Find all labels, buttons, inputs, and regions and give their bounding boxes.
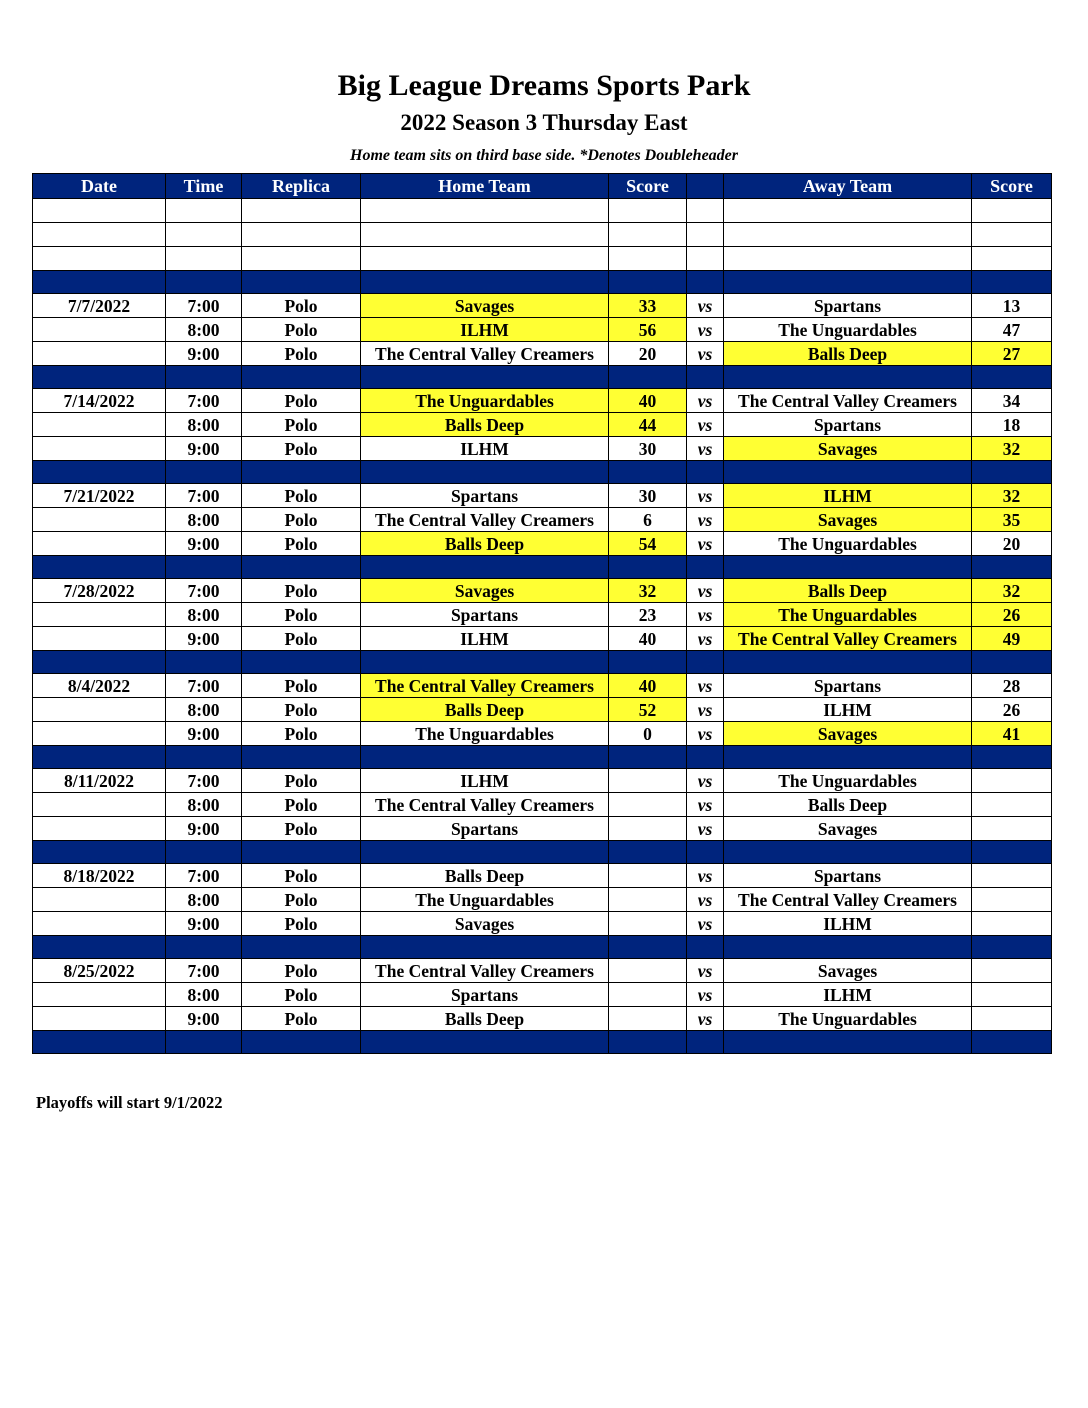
home-team-cell: Savages (361, 912, 609, 936)
game-row (33, 983, 1052, 1007)
vs-cell: vs (687, 627, 724, 651)
vs-cell: vs (687, 698, 724, 722)
away-score-cell: 34 (972, 389, 1052, 413)
replica-cell: Polo (242, 912, 361, 936)
home-score-cell (609, 888, 687, 912)
time-cell: 7:00 (166, 579, 242, 603)
date-cell (33, 817, 166, 841)
away-score-cell: 13 (972, 294, 1052, 318)
empty-row (33, 247, 1052, 271)
date-cell: 8/25/2022 (33, 959, 166, 983)
time-cell: 8:00 (166, 698, 242, 722)
game-row (33, 413, 1052, 437)
game-row (33, 698, 1052, 722)
replica-cell: Polo (242, 294, 361, 318)
away-score-cell (972, 817, 1052, 841)
vs-cell: vs (687, 959, 724, 983)
time-cell: 7:00 (166, 674, 242, 698)
date-cell: 7/21/2022 (33, 484, 166, 508)
home-score-cell: 40 (609, 627, 687, 651)
schedule-body (33, 199, 1052, 1054)
home-score-cell: 30 (609, 437, 687, 461)
time-cell: 9:00 (166, 342, 242, 366)
col-header-away-score: Score (972, 174, 1052, 199)
home-score-cell (609, 959, 687, 983)
away-score-cell (972, 912, 1052, 936)
away-score-cell (972, 983, 1052, 1007)
home-team-cell: Savages (361, 579, 609, 603)
vs-cell: vs (687, 912, 724, 936)
home-team-cell: The Unguardables (361, 722, 609, 746)
replica-cell: Polo (242, 698, 361, 722)
separator-row (33, 746, 1052, 769)
replica-cell: Polo (242, 864, 361, 888)
home-team-cell: ILHM (361, 318, 609, 342)
vs-cell: vs (687, 294, 724, 318)
playoffs-note: Playoffs will start 9/1/2022 (36, 1093, 223, 1112)
replica-cell: Polo (242, 532, 361, 556)
home-team-cell: Spartans (361, 817, 609, 841)
game-row (33, 532, 1052, 556)
home-score-cell: 0 (609, 722, 687, 746)
col-header-vs (687, 174, 724, 199)
date-cell: 7/28/2022 (33, 579, 166, 603)
time-cell: 8:00 (166, 793, 242, 817)
replica-cell: Polo (242, 722, 361, 746)
away-team-cell: ILHM (724, 983, 972, 1007)
vs-cell: vs (687, 342, 724, 366)
vs-cell: vs (687, 817, 724, 841)
date-cell (33, 698, 166, 722)
away-team-cell: Balls Deep (724, 793, 972, 817)
time-cell: 9:00 (166, 817, 242, 841)
home-score-cell (609, 983, 687, 1007)
home-score-cell (609, 912, 687, 936)
game-row (33, 793, 1052, 817)
replica-cell: Polo (242, 389, 361, 413)
away-team-cell: Spartans (724, 674, 972, 698)
away-score-cell (972, 864, 1052, 888)
date-cell (33, 722, 166, 746)
away-team-cell: The Unguardables (724, 769, 972, 793)
away-team-cell: Balls Deep (724, 342, 972, 366)
away-team-cell: The Unguardables (724, 318, 972, 342)
col-header-home-team: Home Team (361, 174, 609, 199)
game-row (33, 888, 1052, 912)
date-cell: 8/4/2022 (33, 674, 166, 698)
time-cell: 9:00 (166, 627, 242, 651)
date-cell (33, 437, 166, 461)
home-team-cell: Balls Deep (361, 413, 609, 437)
home-team-cell: Balls Deep (361, 532, 609, 556)
replica-cell: Polo (242, 959, 361, 983)
col-header-replica: Replica (242, 174, 361, 199)
home-team-note: Home team sits on third base side. *Denotes Doubleheader (350, 147, 738, 164)
date-cell (33, 627, 166, 651)
vs-cell: vs (687, 532, 724, 556)
time-cell: 8:00 (166, 318, 242, 342)
game-row (33, 603, 1052, 627)
vs-cell: vs (687, 674, 724, 698)
vs-cell: vs (687, 603, 724, 627)
empty-row (33, 223, 1052, 247)
away-team-cell: Savages (724, 817, 972, 841)
col-header-home-score: Score (609, 174, 687, 199)
game-row (33, 722, 1052, 746)
home-score-cell (609, 1007, 687, 1031)
game-row (33, 627, 1052, 651)
replica-cell: Polo (242, 1007, 361, 1031)
schedule-table (32, 173, 1052, 1054)
vs-cell: vs (687, 1007, 724, 1031)
home-team-cell: The Central Valley Creamers (361, 959, 609, 983)
game-row (33, 674, 1052, 698)
replica-cell: Polo (242, 484, 361, 508)
away-score-cell: 32 (972, 579, 1052, 603)
away-score-cell: 41 (972, 722, 1052, 746)
time-cell: 7:00 (166, 959, 242, 983)
home-score-cell: 6 (609, 508, 687, 532)
away-score-cell: 20 (972, 532, 1052, 556)
home-team-cell: Balls Deep (361, 698, 609, 722)
home-team-cell: Balls Deep (361, 864, 609, 888)
page-title: Big League Dreams Sports Park (337, 69, 751, 102)
away-team-cell: Savages (724, 437, 972, 461)
game-row (33, 817, 1052, 841)
vs-cell: vs (687, 888, 724, 912)
game-row (33, 579, 1052, 603)
home-team-cell: Spartans (361, 603, 609, 627)
vs-cell: vs (687, 793, 724, 817)
home-score-cell: 23 (609, 603, 687, 627)
vs-cell: vs (687, 864, 724, 888)
away-score-cell: 32 (972, 437, 1052, 461)
home-score-cell: 33 (609, 294, 687, 318)
away-team-cell: The Central Valley Creamers (724, 627, 972, 651)
away-score-cell (972, 959, 1052, 983)
date-cell (33, 603, 166, 627)
away-score-cell: 26 (972, 603, 1052, 627)
away-team-cell: ILHM (724, 484, 972, 508)
empty-row (33, 199, 1052, 223)
home-team-cell: ILHM (361, 437, 609, 461)
away-score-cell: 18 (972, 413, 1052, 437)
replica-cell: Polo (242, 793, 361, 817)
page-subtitle: 2022 Season 3 Thursday East (400, 110, 688, 135)
replica-cell: Polo (242, 342, 361, 366)
home-score-cell (609, 769, 687, 793)
home-score-cell (609, 864, 687, 888)
game-row (33, 437, 1052, 461)
home-team-cell: Savages (361, 294, 609, 318)
replica-cell: Polo (242, 769, 361, 793)
date-cell: 8/18/2022 (33, 864, 166, 888)
date-cell (33, 1007, 166, 1031)
vs-cell: vs (687, 769, 724, 793)
game-row (33, 318, 1052, 342)
time-cell: 9:00 (166, 532, 242, 556)
replica-cell: Polo (242, 888, 361, 912)
away-score-cell (972, 793, 1052, 817)
separator-row (33, 461, 1052, 484)
game-row (33, 864, 1052, 888)
game-row (33, 294, 1052, 318)
time-cell: 8:00 (166, 983, 242, 1007)
vs-cell: vs (687, 983, 724, 1007)
vs-cell: vs (687, 508, 724, 532)
col-header-time: Time (166, 174, 242, 199)
game-row (33, 484, 1052, 508)
home-team-cell: The Central Valley Creamers (361, 342, 609, 366)
separator-row (33, 271, 1052, 294)
home-team-cell: Spartans (361, 983, 609, 1007)
away-team-cell: Savages (724, 722, 972, 746)
away-score-cell: 47 (972, 318, 1052, 342)
time-cell: 8:00 (166, 508, 242, 532)
game-row (33, 342, 1052, 366)
game-row (33, 769, 1052, 793)
separator-row (33, 936, 1052, 959)
away-team-cell: The Central Valley Creamers (724, 389, 972, 413)
away-team-cell: The Unguardables (724, 603, 972, 627)
away-team-cell: Savages (724, 508, 972, 532)
time-cell: 7:00 (166, 769, 242, 793)
home-score-cell: 56 (609, 318, 687, 342)
vs-cell: vs (687, 484, 724, 508)
replica-cell: Polo (242, 579, 361, 603)
home-score-cell: 52 (609, 698, 687, 722)
home-score-cell (609, 817, 687, 841)
replica-cell: Polo (242, 674, 361, 698)
date-cell (33, 888, 166, 912)
time-cell: 7:00 (166, 864, 242, 888)
time-cell: 9:00 (166, 722, 242, 746)
away-score-cell: 32 (972, 484, 1052, 508)
date-cell (33, 318, 166, 342)
date-cell (33, 793, 166, 817)
replica-cell: Polo (242, 508, 361, 532)
game-row (33, 508, 1052, 532)
date-cell: 8/11/2022 (33, 769, 166, 793)
separator-row (33, 366, 1052, 389)
away-team-cell: Balls Deep (724, 579, 972, 603)
away-team-cell: The Unguardables (724, 1007, 972, 1031)
away-score-cell: 35 (972, 508, 1052, 532)
away-score-cell: 26 (972, 698, 1052, 722)
time-cell: 7:00 (166, 484, 242, 508)
replica-cell: Polo (242, 437, 361, 461)
date-cell (33, 342, 166, 366)
vs-cell: vs (687, 318, 724, 342)
game-row (33, 959, 1052, 983)
time-cell: 9:00 (166, 912, 242, 936)
away-team-cell: The Central Valley Creamers (724, 888, 972, 912)
home-team-cell: ILHM (361, 769, 609, 793)
away-score-cell: 28 (972, 674, 1052, 698)
date-cell: 7/7/2022 (33, 294, 166, 318)
replica-cell: Polo (242, 817, 361, 841)
home-team-cell: The Central Valley Creamers (361, 793, 609, 817)
home-score-cell: 54 (609, 532, 687, 556)
time-cell: 9:00 (166, 437, 242, 461)
away-team-cell: Spartans (724, 864, 972, 888)
vs-cell: vs (687, 389, 724, 413)
home-team-cell: ILHM (361, 627, 609, 651)
away-team-cell: Spartans (724, 294, 972, 318)
vs-cell: vs (687, 413, 724, 437)
time-cell: 9:00 (166, 1007, 242, 1031)
header-row (33, 174, 1052, 199)
time-cell: 7:00 (166, 389, 242, 413)
game-row (33, 1007, 1052, 1031)
date-cell (33, 532, 166, 556)
vs-cell: vs (687, 579, 724, 603)
date-cell: 7/14/2022 (33, 389, 166, 413)
away-team-cell: ILHM (724, 698, 972, 722)
date-cell (33, 983, 166, 1007)
time-cell: 8:00 (166, 413, 242, 437)
date-cell (33, 413, 166, 437)
col-header-away-team: Away Team (724, 174, 972, 199)
away-team-cell: Spartans (724, 413, 972, 437)
separator-row (33, 651, 1052, 674)
home-score-cell: 30 (609, 484, 687, 508)
away-score-cell (972, 769, 1052, 793)
away-score-cell: 49 (972, 627, 1052, 651)
home-score-cell: 20 (609, 342, 687, 366)
home-score-cell (609, 793, 687, 817)
replica-cell: Polo (242, 603, 361, 627)
replica-cell: Polo (242, 627, 361, 651)
home-score-cell: 44 (609, 413, 687, 437)
time-cell: 7:00 (166, 294, 242, 318)
home-team-cell: The Unguardables (361, 888, 609, 912)
separator-row (33, 1031, 1052, 1054)
home-score-cell: 40 (609, 389, 687, 413)
replica-cell: Polo (242, 983, 361, 1007)
home-score-cell: 32 (609, 579, 687, 603)
home-score-cell: 40 (609, 674, 687, 698)
away-team-cell: ILHM (724, 912, 972, 936)
vs-cell: vs (687, 722, 724, 746)
home-team-cell: Balls Deep (361, 1007, 609, 1031)
date-cell (33, 508, 166, 532)
time-cell: 8:00 (166, 888, 242, 912)
home-team-cell: The Unguardables (361, 389, 609, 413)
replica-cell: Polo (242, 413, 361, 437)
away-score-cell: 27 (972, 342, 1052, 366)
game-row (33, 389, 1052, 413)
away-score-cell (972, 1007, 1052, 1031)
away-team-cell: Savages (724, 959, 972, 983)
vs-cell: vs (687, 437, 724, 461)
away-score-cell (972, 888, 1052, 912)
separator-row (33, 841, 1052, 864)
away-team-cell: The Unguardables (724, 532, 972, 556)
replica-cell: Polo (242, 318, 361, 342)
separator-row (33, 556, 1052, 579)
time-cell: 8:00 (166, 603, 242, 627)
game-row (33, 912, 1052, 936)
home-team-cell: The Central Valley Creamers (361, 508, 609, 532)
date-cell (33, 912, 166, 936)
col-header-date: Date (33, 174, 166, 199)
home-team-cell: The Central Valley Creamers (361, 674, 609, 698)
home-team-cell: Spartans (361, 484, 609, 508)
